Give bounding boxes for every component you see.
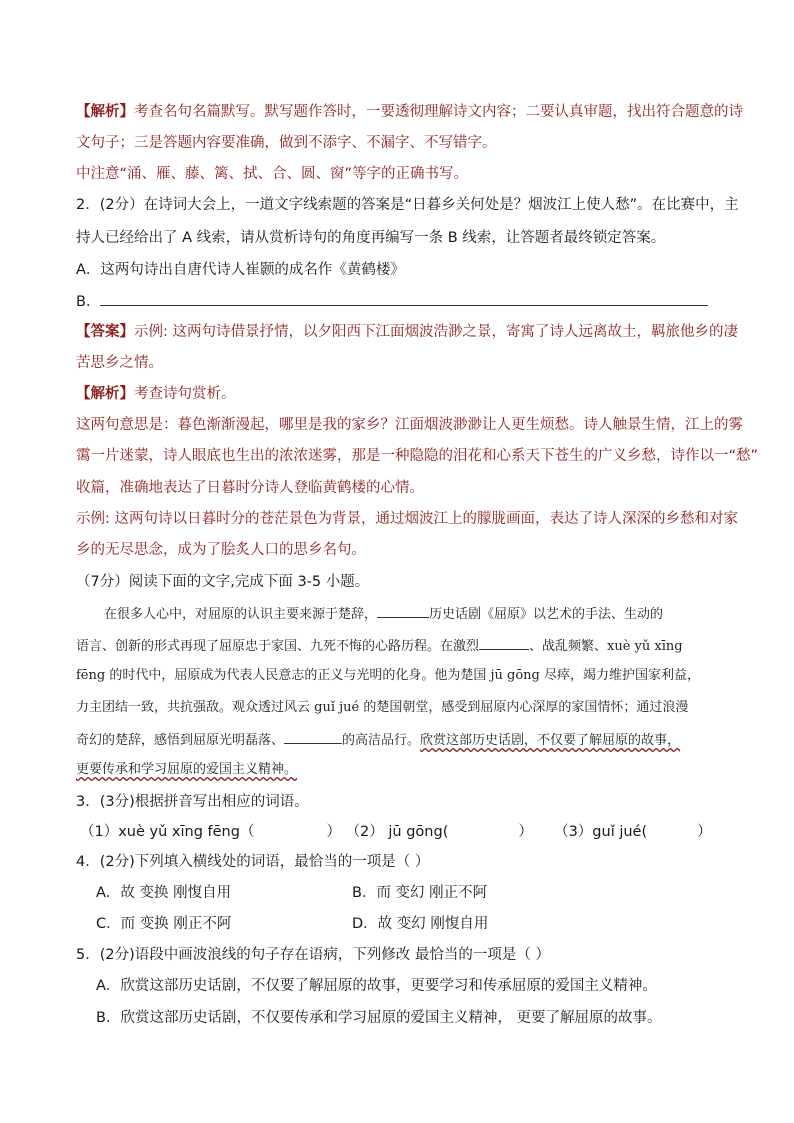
q2-clue-a: A．这两句诗出自唐代诗人崔颢的成名作《黄鹤楼》 xyxy=(76,262,405,278)
q2-stem-line1: 2．(2分）在诗词大会上，一道文字线索题的答案是“日暮乡关何处是？烟波江上使人愁”。在比赛中，主 xyxy=(76,197,739,213)
analysis1-line2: 文句子；三是答题内容要准确，做到不添字、不漏字、不写错字。 xyxy=(76,135,497,151)
answer2-line2: 苦思乡之情。 xyxy=(76,355,163,371)
passage-blank-3 xyxy=(284,729,342,744)
q5-option-b: B．欣赏这部历史话剧，不仅要传承和学习屈原的爱国主义精神， 更要了解屈原的故事。 xyxy=(96,1010,662,1026)
q4-stem: 4．(2分)下列填入横线处的词语，最恰当的一项是（ ） xyxy=(76,854,430,870)
passage-line6 xyxy=(76,760,297,780)
q2-clue-b xyxy=(76,291,708,312)
answer-tag: 【答案】 xyxy=(76,324,134,340)
q3-stem: 3．(3分)根据拼音写出相应的词语。 xyxy=(76,794,309,810)
analysis2-p1: 这两句意思是：暮色渐渐漫起，哪里是我的家乡？江面烟波渺渺让人更生烦愁。诗人触景生情，江上的雾 xyxy=(76,417,743,433)
analysis2-p4: 示例: 这两句诗以日暮时分的苍茫景色为背景，通过烟波江上的朦胧画面，表达了诗人深深的乡愁和对家 xyxy=(76,511,738,527)
q2-stem-line2: 持人已经给出了 A 线索，请从赏析诗句的角度再编写一条 B 线索，让答题者最终锁定答案。 xyxy=(76,230,666,246)
q4-option-a: A．故 变换 刚愎自用 xyxy=(96,885,232,901)
passage-line4: 力主团结一致，共抗强敌。观众透过风云 guǐ jué 的楚国朝堂，感受到屈原内心深厚的家国情怀；通过浪漫 xyxy=(76,700,689,715)
passage-blank-1 xyxy=(377,603,429,618)
passage-line1: 在很多人心中，对屈原的认识主要来源于楚辞， 历史话剧《屈原》以艺术的手法、生动的 xyxy=(104,603,663,625)
wavy-underlined-sentence-end: 更要传承和学习屈原的爱国主义精神。 xyxy=(76,762,298,777)
clue-b-answer-blank xyxy=(100,291,708,306)
analysis-text: 考查名句名篇默写。默写题作答时，一要透彻理解诗文内容；二要认真审题，找出符合题意的诗 xyxy=(134,104,743,120)
analysis2-p3: 收篇，准确地表达了日暮时分诗人登临黄鹤楼的心情。 xyxy=(76,480,424,496)
q4-option-c: C．而 变换 刚正不阿 xyxy=(96,916,232,932)
analysis-tag: 【解析】 xyxy=(76,104,134,120)
analysis-text: 考查诗句赏析。 xyxy=(134,386,236,402)
q3-items: （1）xuè yǔ xīng fēng（ ） （2） jū gōng( ） （3）guǐ jué( ） xyxy=(80,824,712,840)
analysis1-line3: 中注意“涌、雁、藤、篱、拭、合、圆、窗”等字的正确书写。 xyxy=(76,166,469,182)
analysis2-head xyxy=(76,384,236,404)
passage-blank-2 xyxy=(479,635,529,650)
wavy-underlined-sentence: 欣赏这部历史话剧，不仅要了解屈原的故事， xyxy=(420,733,681,748)
answer2-line1 xyxy=(76,322,738,342)
passage-line5: 奇幻的楚辞，感悟到屈原光明磊落、 的高洁品行。欣赏这部历史话剧，不仅要了解屈原的故事， xyxy=(76,729,680,751)
passage-line3: fēng 的时代中，屈原成为代表人民意志的正义与光明的化身。他为楚国 jū gōng 尽瘁，竭力维护国家利益， xyxy=(76,668,700,683)
q4-option-b: B．而 变幻 刚正不阿 xyxy=(352,885,488,901)
q4-option-d: D．故 变幻 刚愎自用 xyxy=(352,916,489,932)
analysis2-p5: 乡的无尽思念，成为了脍炙人口的思乡名句。 xyxy=(76,542,366,558)
clue-b-label: B． xyxy=(76,294,101,310)
answer-text: 示例: 这两句诗借景抒情，以夕阳西下江面烟波浩渺之景，寄寓了诗人远离故土，羁旅他乡的凄 xyxy=(134,324,738,340)
passage-line2: 语言、创新的形式再现了屈原忠于家国、九死不悔的心路历程。在激烈 、战乱频繁、xuè yǔ xīng xyxy=(76,635,683,657)
analysis-tag: 【解析】 xyxy=(76,386,134,402)
analysis2-p2: 霭一片迷蒙，诗人眼底也生出的浓浓迷雾，那是一种隐隐的泪花和心系天下苍生的广义乡愁，诗作以一“愁” xyxy=(76,448,759,464)
q5-stem: 5．(2分)语段中画波浪线的句子存在语病，下列修改 最恰当的一项是（ ） xyxy=(76,947,550,963)
analysis1-line1 xyxy=(76,102,743,122)
reading-intro: （7分）阅读下面的文字,完成下面 3-5 小题。 xyxy=(76,574,370,590)
q5-option-a: A．欣赏这部历史话剧，不仅要了解屈原的故事，更要学习和传承屈原的爱国主义精神。 xyxy=(96,978,657,994)
